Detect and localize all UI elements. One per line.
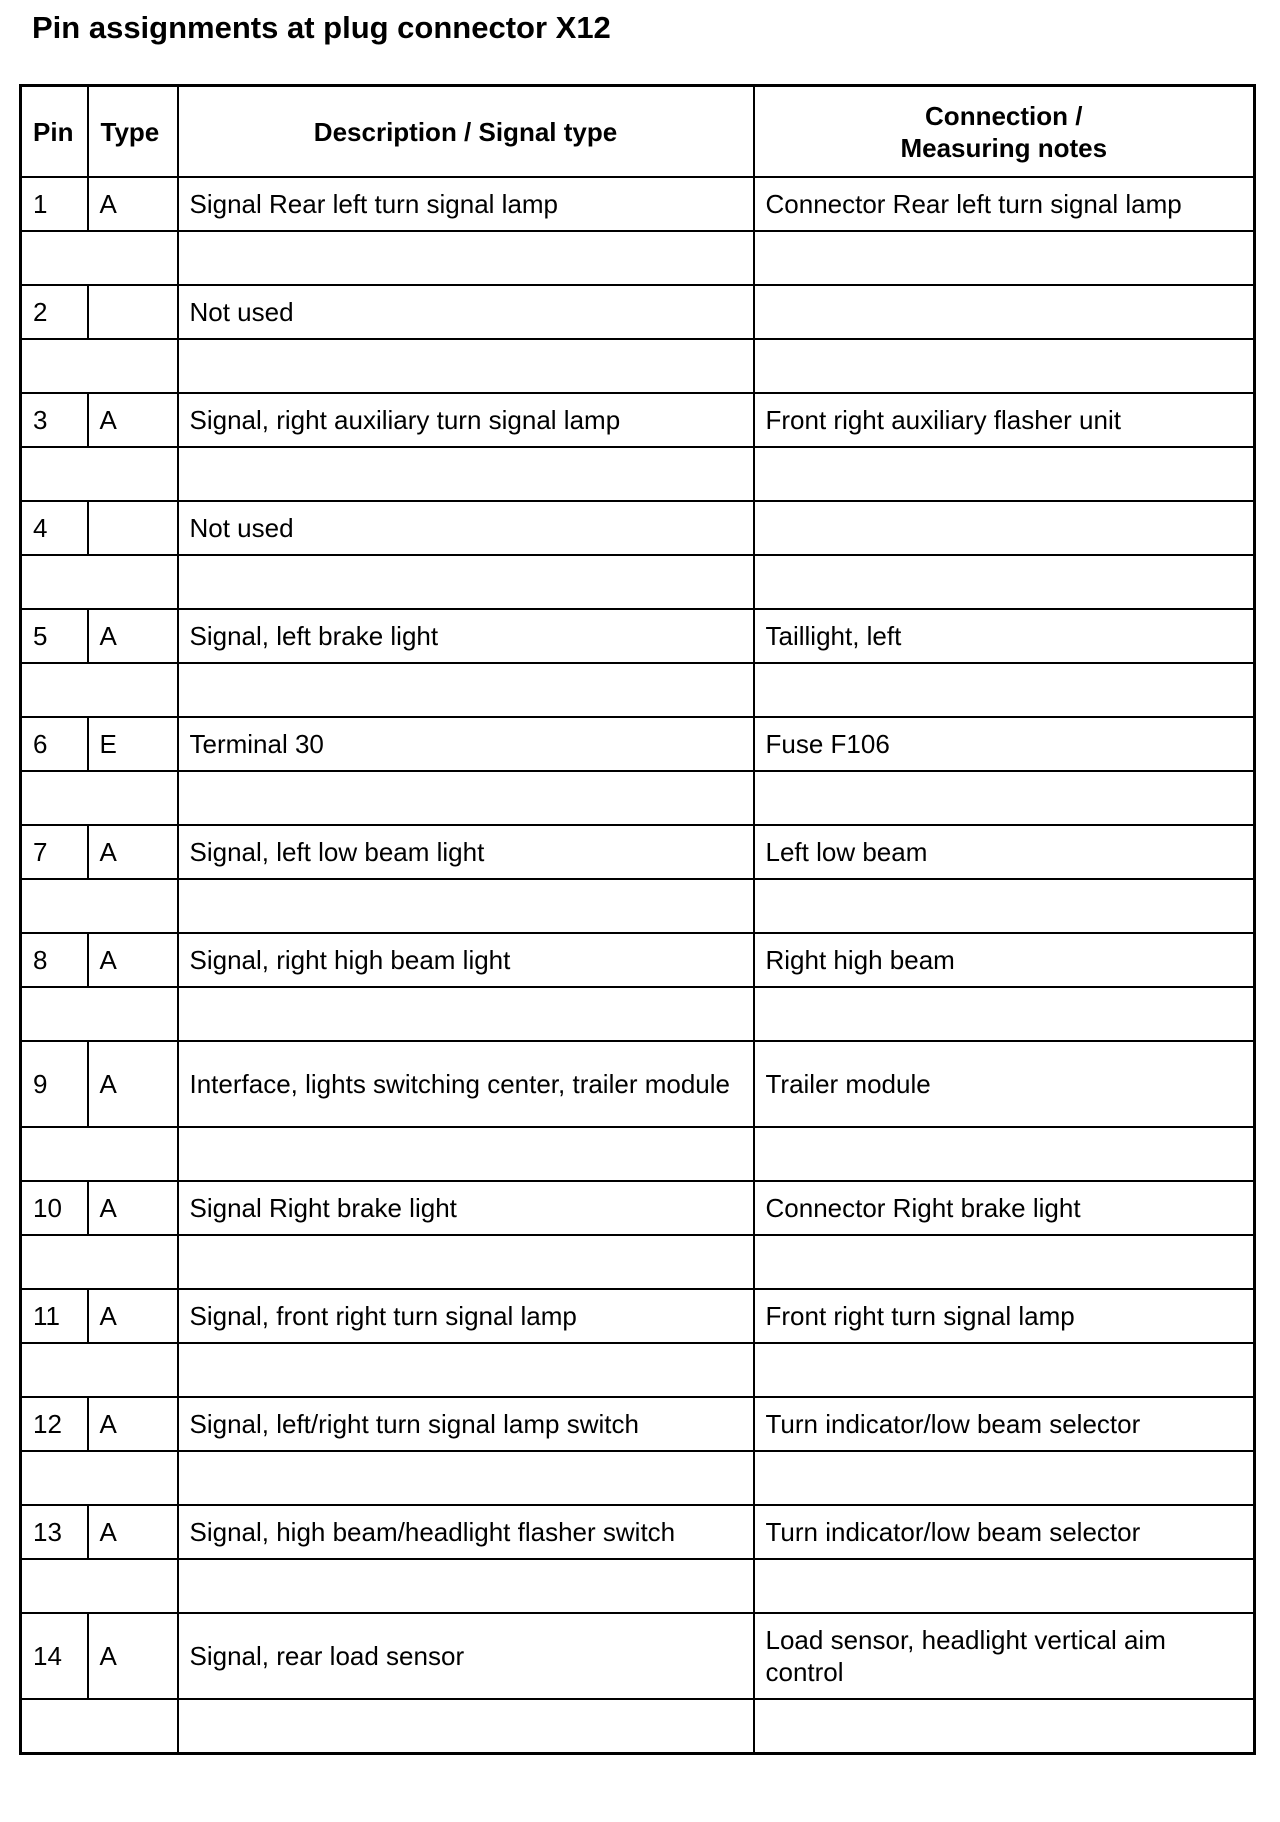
spacer-cell-description <box>178 1343 754 1397</box>
table-spacer-row <box>21 1127 1255 1181</box>
table-row <box>21 1181 1255 1235</box>
description-cell: Terminal 30 <box>178 717 754 771</box>
header-connection-line2: Measuring notes <box>900 132 1108 163</box>
connection-cell: Fuse F106 <box>754 717 1255 771</box>
table-spacer-row <box>21 879 1255 933</box>
description-cell: Signal, left brake light <box>178 609 754 663</box>
table-row <box>21 1397 1255 1451</box>
spacer-cell-connection <box>754 771 1255 825</box>
table-row <box>21 285 1255 339</box>
spacer-cell-description <box>178 231 754 285</box>
spacer-cell-description <box>178 555 754 609</box>
table-row <box>21 717 1255 771</box>
spacer-cell-pin-type <box>21 1127 178 1181</box>
type-cell <box>88 501 178 555</box>
type-cell: A <box>88 609 178 663</box>
pin-cell: 10 <box>21 1181 88 1235</box>
connection-cell <box>754 285 1255 339</box>
table-row <box>21 1289 1255 1343</box>
pin-cell: 12 <box>21 1397 88 1451</box>
connection-cell: Turn indicator/low beam selector <box>754 1397 1255 1451</box>
header-connection <box>754 86 1255 178</box>
type-cell: A <box>88 177 178 231</box>
spacer-cell-description <box>178 1559 754 1613</box>
description-cell: Signal, right high beam light <box>178 933 754 987</box>
table-spacer-row <box>21 339 1255 393</box>
spacer-cell-pin-type <box>21 339 178 393</box>
type-cell <box>88 285 178 339</box>
spacer-cell-pin-type <box>21 987 178 1041</box>
connection-cell: Front right auxiliary flasher unit <box>754 393 1255 447</box>
pin-cell: 8 <box>21 933 88 987</box>
spacer-cell-description <box>178 1699 754 1754</box>
spacer-cell-connection <box>754 1559 1255 1613</box>
pin-cell: 14 <box>21 1613 88 1699</box>
description-cell: Signal, high beam/headlight flasher switch <box>178 1505 754 1559</box>
table-row <box>21 1505 1255 1559</box>
description-cell: Not used <box>178 501 754 555</box>
spacer-cell-pin-type <box>21 771 178 825</box>
header-pin: Pin <box>21 86 88 178</box>
type-cell: A <box>88 393 178 447</box>
connection-cell: Connector Right brake light <box>754 1181 1255 1235</box>
connection-cell: Turn indicator/low beam selector <box>754 1505 1255 1559</box>
type-cell: A <box>88 1181 178 1235</box>
spacer-cell-connection <box>754 447 1255 501</box>
pin-cell: 2 <box>21 285 88 339</box>
page-title: Pin assignments at plug connector X12 <box>32 10 611 45</box>
spacer-cell-pin-type <box>21 231 178 285</box>
table-row <box>21 501 1255 555</box>
table-spacer-row <box>21 555 1255 609</box>
type-cell: A <box>88 1613 178 1699</box>
table-spacer-row <box>21 1699 1255 1754</box>
table-spacer-row <box>21 1343 1255 1397</box>
spacer-cell-connection <box>754 339 1255 393</box>
pin-assignment-table <box>19 84 1256 1755</box>
table-body <box>21 177 1255 1754</box>
description-cell: Signal, right auxiliary turn signal lamp <box>178 393 754 447</box>
spacer-cell-pin-type <box>21 1451 178 1505</box>
spacer-cell-description <box>178 771 754 825</box>
spacer-cell-description <box>178 987 754 1041</box>
table-row <box>21 393 1255 447</box>
spacer-cell-description <box>178 1127 754 1181</box>
description-cell: Signal Right brake light <box>178 1181 754 1235</box>
table-spacer-row <box>21 1559 1255 1613</box>
spacer-cell-description <box>178 339 754 393</box>
table-spacer-row <box>21 1451 1255 1505</box>
type-cell: A <box>88 1505 178 1559</box>
connection-cell: Taillight, left <box>754 609 1255 663</box>
spacer-cell-connection <box>754 231 1255 285</box>
spacer-cell-description <box>178 1235 754 1289</box>
pin-cell: 5 <box>21 609 88 663</box>
table-spacer-row <box>21 987 1255 1041</box>
spacer-cell-connection <box>754 1127 1255 1181</box>
table-row <box>21 1041 1255 1127</box>
spacer-cell-pin-type <box>21 1559 178 1613</box>
spacer-cell-description <box>178 1451 754 1505</box>
description-cell: Signal, front right turn signal lamp <box>178 1289 754 1343</box>
description-cell: Signal, rear load sensor <box>178 1613 754 1699</box>
connection-cell: Front right turn signal lamp <box>754 1289 1255 1343</box>
description-cell: Signal Rear left turn signal lamp <box>178 177 754 231</box>
spacer-cell-connection <box>754 555 1255 609</box>
pin-cell: 1 <box>21 177 88 231</box>
pin-cell: 11 <box>21 1289 88 1343</box>
spacer-cell-connection <box>754 1343 1255 1397</box>
pin-cell: 9 <box>21 1041 88 1127</box>
table-row <box>21 609 1255 663</box>
connection-cell: Trailer module <box>754 1041 1255 1127</box>
spacer-cell-pin-type <box>21 555 178 609</box>
spacer-cell-pin-type <box>21 1235 178 1289</box>
spacer-cell-pin-type <box>21 879 178 933</box>
spacer-cell-connection <box>754 879 1255 933</box>
connection-cell <box>754 501 1255 555</box>
type-cell: A <box>88 1289 178 1343</box>
pin-cell: 3 <box>21 393 88 447</box>
type-cell: E <box>88 717 178 771</box>
description-cell: Not used <box>178 285 754 339</box>
spacer-cell-connection <box>754 1699 1255 1754</box>
table-row <box>21 177 1255 231</box>
header-type: Type <box>88 86 178 178</box>
pin-cell: 13 <box>21 1505 88 1559</box>
spacer-cell-pin-type <box>21 447 178 501</box>
table-spacer-row <box>21 1235 1255 1289</box>
type-cell: A <box>88 1041 178 1127</box>
header-connection-line1: Connection / <box>925 100 1083 131</box>
type-cell: A <box>88 933 178 987</box>
spacer-cell-connection <box>754 663 1255 717</box>
type-cell: A <box>88 1397 178 1451</box>
table-spacer-row <box>21 447 1255 501</box>
type-cell: A <box>88 825 178 879</box>
connection-cell: Connector Rear left turn signal lamp <box>754 177 1255 231</box>
spacer-cell-description <box>178 879 754 933</box>
spacer-cell-pin-type <box>21 663 178 717</box>
spacer-cell-description <box>178 663 754 717</box>
pin-cell: 7 <box>21 825 88 879</box>
table-row <box>21 1613 1255 1699</box>
table-spacer-row <box>21 771 1255 825</box>
pin-cell: 6 <box>21 717 88 771</box>
description-cell: Signal, left/right turn signal lamp switch <box>178 1397 754 1451</box>
table-row <box>21 825 1255 879</box>
table-spacer-row <box>21 231 1255 285</box>
spacer-cell-pin-type <box>21 1699 178 1754</box>
table-row <box>21 933 1255 987</box>
pin-cell: 4 <box>21 501 88 555</box>
header-description: Description / Signal type <box>178 86 754 178</box>
connection-cell: Right high beam <box>754 933 1255 987</box>
spacer-cell-connection <box>754 1451 1255 1505</box>
table-spacer-row <box>21 663 1255 717</box>
spacer-cell-connection <box>754 987 1255 1041</box>
table-header-row <box>21 86 1255 178</box>
description-cell: Signal, left low beam light <box>178 825 754 879</box>
spacer-cell-pin-type <box>21 1343 178 1397</box>
description-cell: Interface, lights switching center, trailer module <box>178 1041 754 1127</box>
connection-cell: Load sensor, headlight vertical aim control <box>754 1613 1255 1699</box>
spacer-cell-description <box>178 447 754 501</box>
spacer-cell-connection <box>754 1235 1255 1289</box>
connection-cell: Left low beam <box>754 825 1255 879</box>
